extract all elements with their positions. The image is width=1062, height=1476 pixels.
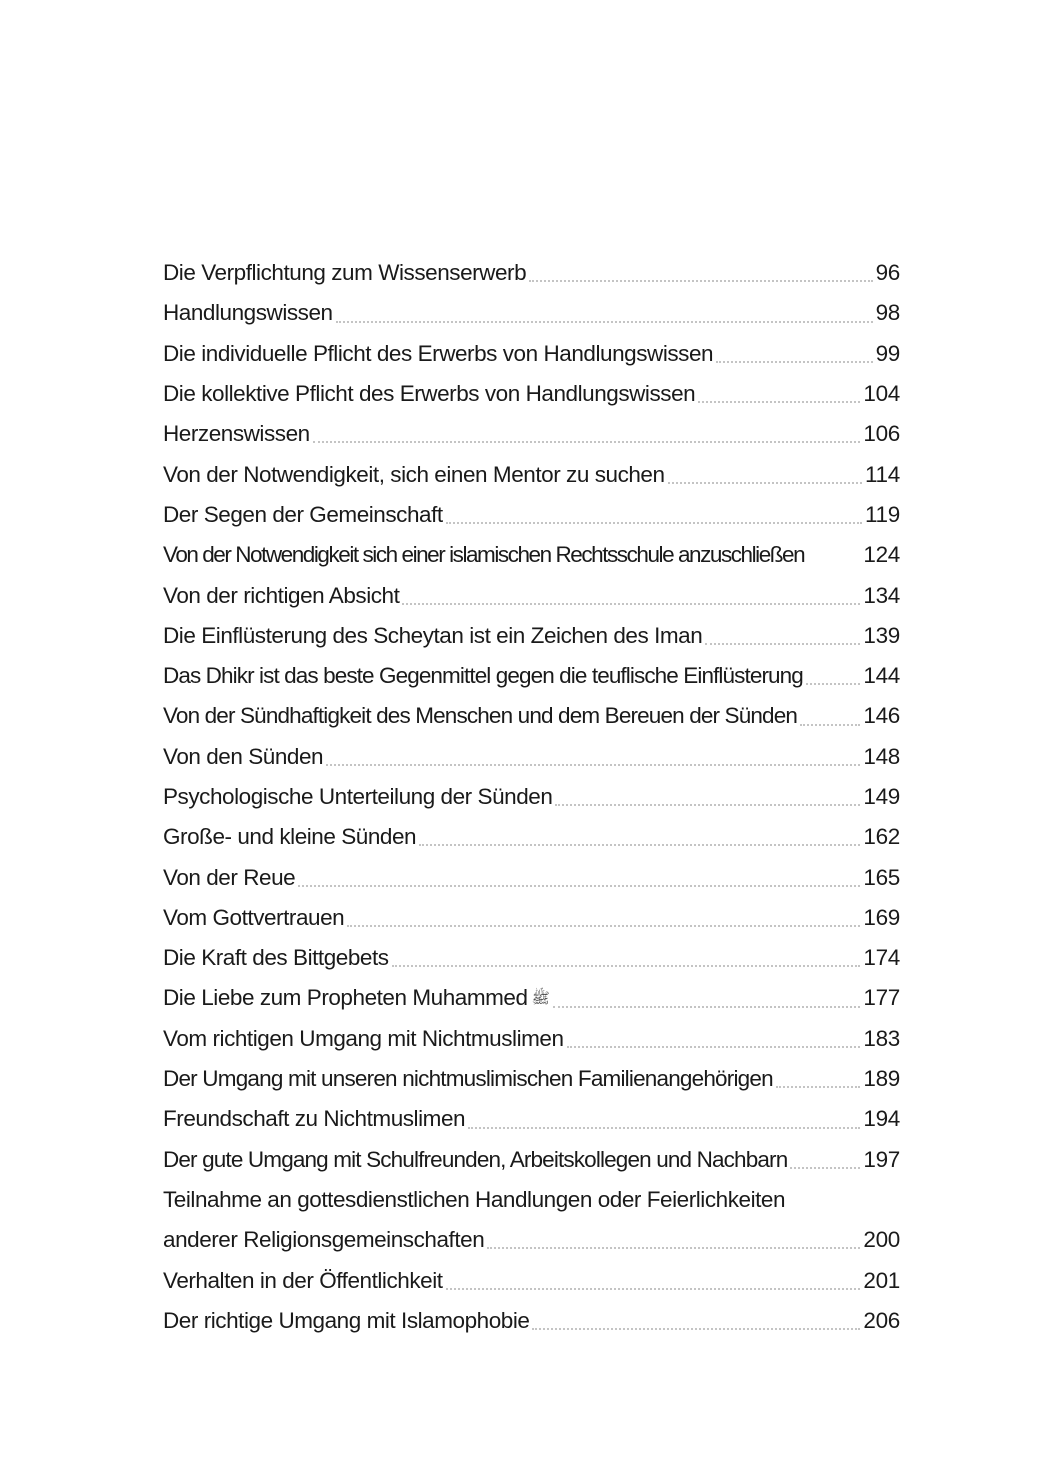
toc-entry-page: 197: [863, 1146, 900, 1172]
toc-entry-page: 96: [875, 260, 900, 286]
toc-entry: [163, 1180, 900, 1220]
toc-entry: [163, 575, 900, 615]
toc-entry: [163, 898, 900, 938]
toc-entry: [163, 454, 900, 494]
toc-entry: [163, 616, 900, 656]
toc-entry-page: 134: [863, 582, 900, 608]
toc-entry-page: 149: [863, 784, 900, 809]
toc-entry-page: 106: [863, 421, 900, 447]
dot-leader: [567, 1046, 861, 1048]
toc-entry-title: Der Segen der Gemeinschaft: [163, 501, 443, 527]
salawat-icon: ﷺ: [531, 990, 550, 1008]
dot-leader: [446, 1288, 861, 1290]
toc-entry-page: 201: [863, 1267, 900, 1293]
toc-entry-title: Der Umgang mit unseren nichtmuslimischen Familienangehörigen: [163, 1066, 773, 1092]
toc-entry-title: Von der richtigen Absicht: [163, 582, 400, 608]
toc-entry: [163, 535, 900, 575]
toc-entry-page: 148: [863, 743, 900, 769]
toc-entry: [163, 737, 900, 777]
toc-entry-page: 99: [875, 340, 900, 366]
toc-entry: [163, 938, 900, 978]
toc-entry-title: Die Einflüsterung des Scheytan ist ein Zeichen des Iman: [163, 622, 703, 648]
dot-leader: [336, 321, 873, 323]
toc-entry: [163, 1059, 900, 1099]
toc-entry-page: 119: [865, 501, 900, 527]
toc-entry-page: 139: [863, 622, 900, 648]
toc-entry-page: 194: [863, 1106, 900, 1132]
toc-entry-title: [163, 978, 550, 1019]
dot-leader: [313, 441, 861, 443]
toc-entry: [163, 253, 900, 293]
toc-entry-page: 114: [865, 461, 900, 487]
toc-entry-title: Die kollektive Pflicht des Erwerbs von Handlungswissen: [163, 381, 696, 407]
toc-entry: [163, 978, 900, 1018]
toc-entry-title: Von der Notwendigkeit, sich einen Mentor zu suchen: [163, 461, 665, 487]
toc-entry-page: 174: [863, 945, 900, 971]
toc-entry-page: 165: [863, 864, 900, 890]
toc-entry: [163, 777, 900, 817]
toc-entry-page: 183: [863, 1025, 900, 1051]
toc-entry: [163, 495, 900, 535]
table-of-contents: [163, 253, 900, 1341]
toc-entry-title: Das Dhikr ist das beste Gegenmittel gegen die teuflische Einflüsterung: [163, 663, 803, 689]
toc-entry-title: Große- und kleine Sünden: [163, 824, 417, 850]
dot-leader: [555, 804, 860, 806]
toc-entry-page: 104: [863, 381, 900, 407]
toc-entry-page: 206: [863, 1307, 900, 1333]
toc-entry: [163, 817, 900, 857]
dot-leader: [553, 1006, 861, 1008]
dot-leader: [532, 1328, 860, 1330]
toc-entry: [163, 1301, 900, 1341]
dot-leader: [716, 361, 872, 363]
toc-entry-title: Verhalten in der Öffentlichkeit: [163, 1267, 443, 1293]
toc-entry-page: 144: [863, 663, 900, 689]
toc-entry-page: 189: [863, 1066, 900, 1092]
toc-entry-title: Freundschaft zu Nichtmuslimen: [163, 1106, 466, 1132]
toc-entry-title: Herzenswissen: [163, 421, 310, 447]
dot-leader: [347, 925, 860, 927]
toc-entry-page: 169: [863, 904, 900, 930]
toc-entry-page: 200: [863, 1227, 900, 1253]
toc-entry-title: Psychologische Unterteilung der Sünden: [163, 784, 553, 809]
toc-entry: [163, 334, 900, 374]
toc-entry-title-text: Die Liebe zum Propheten Muhammed: [163, 984, 528, 1010]
dot-leader: [529, 280, 872, 282]
toc-entry: [163, 1019, 900, 1059]
toc-entry-title: Von der Sündhaftigkeit des Menschen und dem Bereuen der Sünden: [163, 703, 798, 729]
dot-leader: [487, 1247, 860, 1249]
toc-entry: [163, 414, 900, 454]
toc-entry: [163, 293, 900, 333]
toc-entry: [163, 696, 900, 736]
toc-entry-title: Von der Notwendigkeit sich einer islamischen Rechtsschule anzuschließen: [163, 542, 805, 568]
toc-entry-title: Vom richtigen Umgang mit Nichtmuslimen: [163, 1025, 564, 1051]
toc-entry: [163, 374, 900, 414]
toc-entry-title: Von den Sünden: [163, 743, 324, 769]
toc-entry-title: Von der Reue: [163, 864, 296, 890]
dot-leader: [806, 683, 860, 685]
toc-entry-title: Der gute Umgang mit Schulfreunden, Arbeitskollegen und Nachbarn: [163, 1146, 788, 1172]
toc-entry-title: Teilnahme an gottesdienstlichen Handlungen oder Feierlichkeiten: [163, 1186, 786, 1212]
toc-entry-title: Vom Gottvertrauen: [163, 904, 345, 930]
toc-entry-title: Die individuelle Pflicht des Erwerbs von Handlungswissen: [163, 340, 714, 366]
toc-entry-page: 98: [875, 300, 900, 326]
toc-entry-page: 162: [863, 824, 900, 850]
dot-leader: [446, 522, 862, 524]
toc-entry-title: Die Kraft des Bittgebets: [163, 945, 389, 971]
toc-entry-page: 146: [863, 703, 900, 729]
dot-leader: [468, 1127, 860, 1129]
dot-leader: [800, 724, 860, 726]
toc-entry-title: Handlungswissen: [163, 300, 333, 326]
dot-leader: [298, 885, 860, 887]
toc-entry: [163, 1220, 900, 1260]
toc-entry-page: 124: [863, 542, 900, 568]
toc-entry-title: anderer Religionsgemeinschaften: [163, 1227, 485, 1253]
dot-leader: [668, 482, 862, 484]
toc-entry: [163, 656, 900, 696]
toc-entry: [163, 1099, 900, 1139]
dot-leader: [776, 1086, 861, 1088]
dot-leader: [805, 562, 862, 564]
dot-leader: [392, 965, 861, 967]
dot-leader: [326, 764, 860, 766]
toc-entry-title: Die Verpflichtung zum Wissenserwerb: [163, 260, 527, 286]
dot-leader: [402, 603, 860, 605]
toc-entry-page: 177: [863, 985, 900, 1011]
toc-entry-title: Der richtige Umgang mit Islamophobie: [163, 1307, 530, 1333]
toc-entry: [163, 1140, 900, 1180]
dot-leader: [790, 1167, 860, 1169]
dot-leader: [705, 643, 860, 645]
toc-entry: [163, 857, 900, 897]
dot-leader: [698, 401, 860, 403]
toc-entry: [163, 1260, 900, 1300]
dot-leader: [419, 844, 860, 846]
